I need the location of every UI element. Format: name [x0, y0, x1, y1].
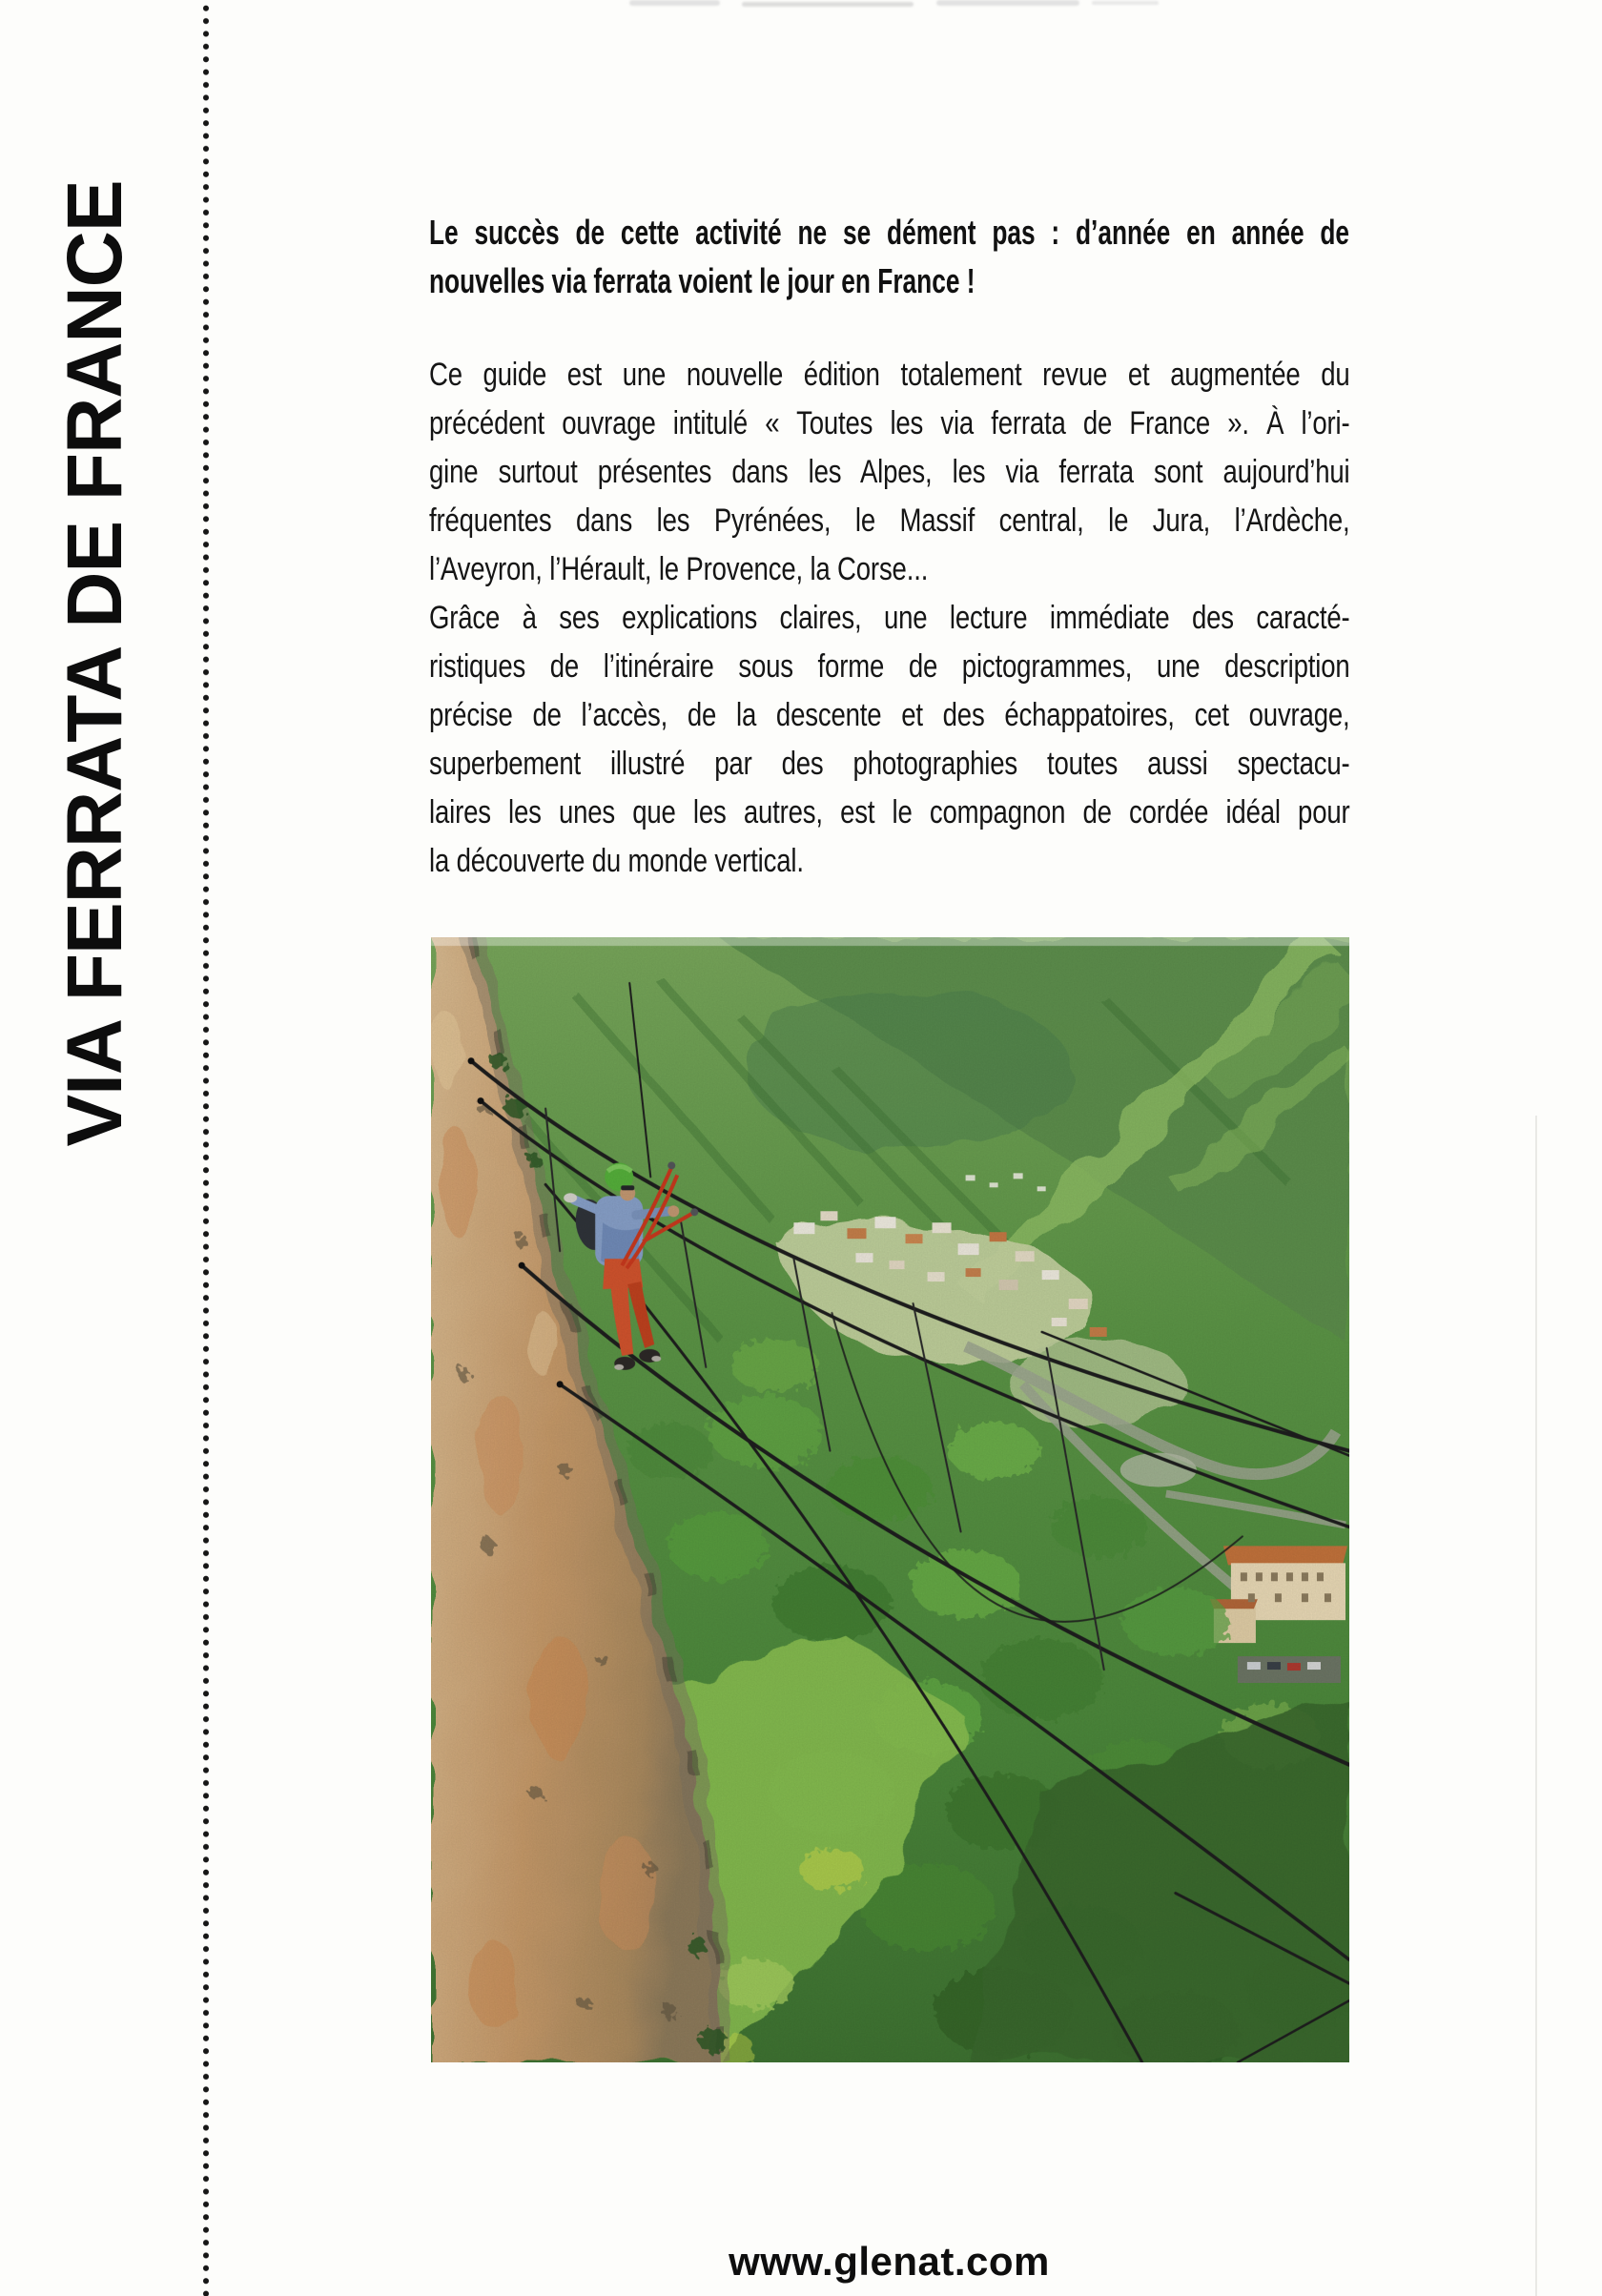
- body-line: superbement illustré par des photographies toutes aussi spectacu-: [429, 746, 1350, 782]
- body-line: laires les unes que les autres, est le compagnon de cordée idéal pour: [429, 794, 1350, 830]
- body-line: la découverte du monde vertical.: [429, 843, 804, 879]
- scan-artifact-line: [1535, 1116, 1537, 2296]
- body-line: fréquentes dans les Pyrénées, le Massif central, le Jura, l’Ardèche,: [429, 502, 1350, 539]
- body-line: précédent ouvrage intitulé « Toutes les via ferrata de France ». À l’ori-: [429, 405, 1350, 441]
- spine-title-text: VIA FERRATA DE FRANCE: [51, 180, 138, 1147]
- scan-smudge: [629, 0, 720, 6]
- scan-smudge: [1092, 1, 1159, 5]
- photo-grain: [431, 937, 1349, 2062]
- headline-line: nouvelles via ferrata voient le jour en France !: [429, 261, 976, 300]
- dotted-divider: [202, 0, 210, 2296]
- body-line: précise de l’accès, de la descente et des échappatoires, cet ouvrage,: [429, 697, 1350, 733]
- body-line: gine surtout présentes dans les Alpes, les via ferrata sont aujourd’hui: [429, 454, 1350, 490]
- headline-line: Le succès de cette activité ne se dément pas : d’année en année de: [429, 213, 1350, 252]
- body-line: l’Aveyron, l’Hérault, le Provence, la Corse...: [429, 551, 929, 587]
- scan-smudge: [742, 2, 914, 7]
- via-ferrata-photo: [431, 937, 1349, 2062]
- description-paragraph: [429, 351, 1350, 886]
- via-ferrata-photo-image: [431, 937, 1349, 2062]
- body-line: Grâce à ses explications claires, une lecture immédiate des caracté-: [429, 600, 1350, 636]
- publisher-website: www.glenat.com: [729, 2239, 1050, 2284]
- body-line: ristiques de l’itinéraire sous forme de pictogrammes, une description: [429, 648, 1350, 685]
- spine-title: [44, 181, 147, 1146]
- scan-smudge: [936, 0, 1079, 6]
- body-line: Ce guide est une nouvelle édition totalement revue et augmentée du: [429, 357, 1350, 393]
- intro-headline: [429, 208, 1349, 305]
